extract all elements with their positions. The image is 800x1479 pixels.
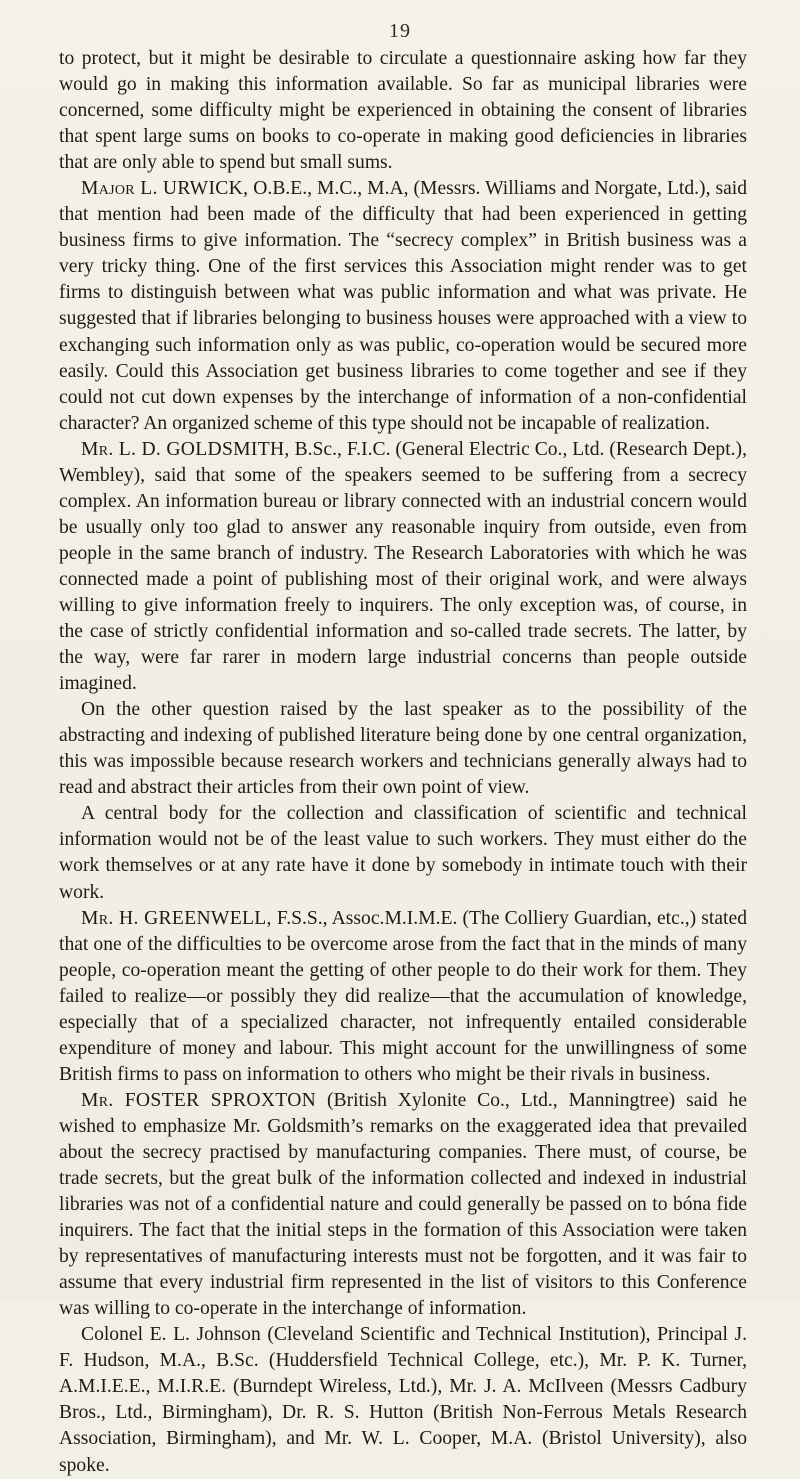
paragraph-8 bbox=[59, 1322, 747, 1478]
speaker-name: Mr. FOSTER SPROXTON bbox=[81, 1089, 317, 1111]
paragraph-6 bbox=[59, 906, 747, 1088]
paragraph-text: to protect, but it might be desirable to circulate a questionnaire asking how far they would go in making this information available. So far as municipal libraries were concerned, some difficulty might be experienced in obtaining the consent of libraries that spent large sums on books to co-operate in making good deficiencies in libraries that are only able to spend but small sums. bbox=[59, 48, 747, 174]
paragraph-3 bbox=[59, 437, 747, 697]
page-number: 19 bbox=[389, 20, 411, 42]
paragraph-text: F.S.S., Assoc.M.I.M.E. (The Colliery Guardian, etc.,) stated that one of the difficulties to be overcome arose from the fact that in the minds of many people, co-operation meant the getting of other people to do their work for them. They failed to realize—or possibly they did realize—that the accumulation of knowledge, especially that of a specialized character, not infrequently entailed considerable expenditure of money and labour. This might account for the unwillingness of some British firms to pass on information to others who might be their rivals in business. bbox=[59, 907, 747, 1085]
paragraph-text: (British Xylonite Co., Ltd., Manningtree) said he wished to emphasize Mr. Goldsmith’s remarks on the exaggerated idea that prevailed about the secrecy practised by manufacturing companies. There must, of course, be trade secrets, but the great bulk of the information collected and indexed in industrial libraries was not of a confidential nature and could generally be passed on to bóna fide inquirers. The fact that the initial steps in the formation of this Association were taken by representatives of manufacturing interests must not be forgotten, and it was fair to assume that every industrial firm represented in the list of visitors to this Conference was willing to co-operate in the interchange of information. bbox=[59, 1089, 747, 1320]
paragraph-7 bbox=[59, 1088, 747, 1322]
speaker-name: Mr. H. GREENWELL, bbox=[81, 907, 272, 929]
paragraph-4 bbox=[59, 697, 747, 801]
paragraph-text: O.B.E., M.C., M.A, (Messrs. Williams and Norgate, Ltd.), said that mention had been made of the difficulty that had been experienced in getting business firms to give information. The “secrecy complex” in British business was a very tricky thing. One of the first services this Association might render was to get firms to distinguish between what was public information and what was private. He suggested that if libraries belonging to business houses were approached with a view to exchanging such information only as was public, co-operation would be secured more easily. Could this Association get business libraries to come together and see if they could not cut down expenses by the interchange of information of a non-confidential character? An organized scheme of this type should not be incapable of realization. bbox=[59, 178, 748, 434]
speaker-name: Major L. URWICK, bbox=[81, 178, 249, 200]
paragraph-text: On the other question raised by the last speaker as to the possibility of the abstracting and indexing of published literature being done by one central organization, this was impossible because research workers and technicians generally always had to read and abstract their articles from their own point of view. bbox=[59, 699, 747, 799]
paragraph-1 bbox=[59, 46, 747, 176]
paragraph-text: Colonel E. L. Johnson (Cleveland Scientific and Technical Institution), Principal J. F. Hudson, M.A., B.Sc. (Huddersfield Technical College, etc.), Mr. P. K. Turner, A.M.I.E.E., M.I.R.E. (Burndept Wireless, Ltd.), Mr. J. A. McIlveen (Messrs Cadbury Bros., Ltd., Birmingham), Dr. R. S. Hutton (British Non-Ferrous Metals Research Association, Birmingham), and Mr. W. L. Cooper, M.A. (Bristol University), also spoke. bbox=[59, 1324, 747, 1476]
paragraph-5 bbox=[59, 801, 747, 905]
paragraph-text: B.Sc., F.I.C. (General Electric Co., Ltd. (Research Dept.), Wembley), said that some of the speakers seemed to be suffering from a secrecy complex. An information bureau or library connected with an industrial concern would be usually only too glad to answer any reasonable inquiry from outside, even from people in the same branch of industry. The Research Laboratories with which he was connected made a point of publishing most of their original work, and were always willing to give information freely to inquirers. The only exception was, of course, in the case of strictly confidential information and so-called trade secrets. The latter, by the way, were far rarer in modern large industrial concerns than people outside imagined. bbox=[59, 438, 747, 695]
body-text bbox=[59, 46, 747, 1479]
speaker-name: Mr. L. D. GOLDSMITH, bbox=[81, 438, 290, 460]
paragraph-text: A central body for the collection and classification of scientific and technical information would not be of the least value to such workers. They must either do the work themselves or at any rate have it done by somebody in intimate touch with their work. bbox=[59, 803, 747, 903]
paragraph-2 bbox=[59, 176, 747, 436]
